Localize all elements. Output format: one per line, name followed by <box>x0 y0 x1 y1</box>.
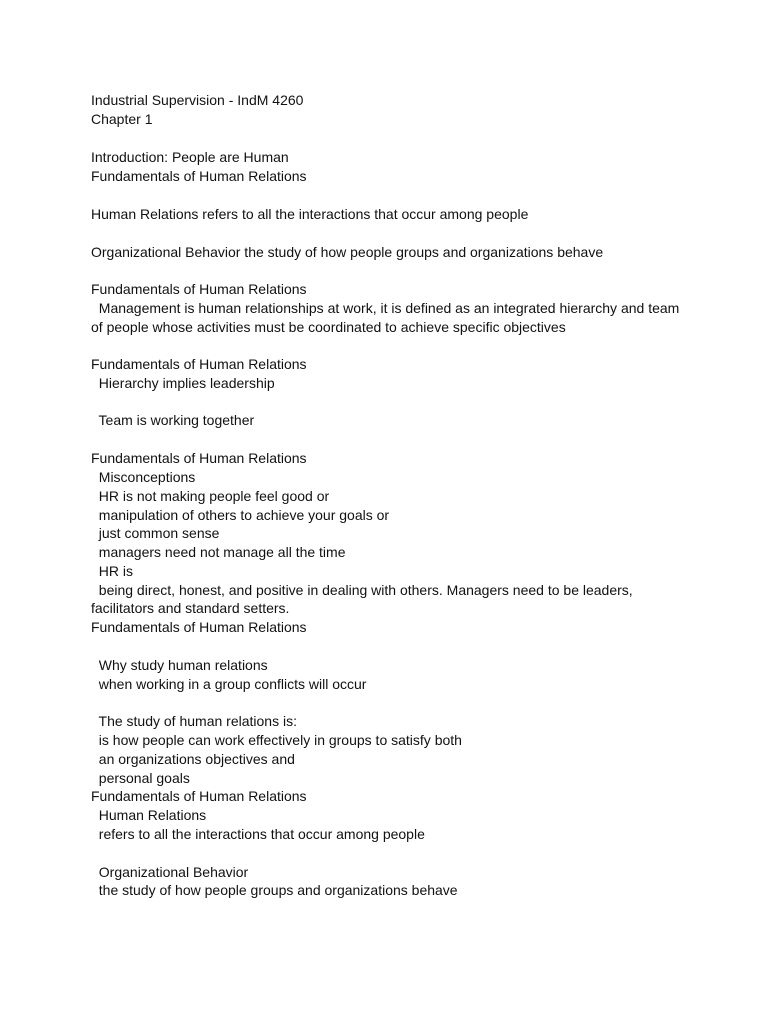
doc-line: Fundamentals of Human Relations <box>91 168 307 184</box>
doc-line: refers to all the interactions that occur among people <box>91 826 425 842</box>
doc-line: an organizations objectives and <box>91 751 295 767</box>
doc-line: the study of how people groups and organizations behave <box>91 882 458 898</box>
doc-line: personal goals <box>91 770 190 786</box>
doc-line: The study of human relations is: <box>91 713 297 729</box>
doc-line: Team is working together <box>91 412 255 428</box>
doc-line: Organizational Behavior <box>91 864 249 880</box>
doc-line: Fundamentals of Human Relations <box>91 281 307 297</box>
doc-line: Fundamentals of Human Relations <box>91 619 307 635</box>
doc-line: when working in a group conflicts will occur <box>91 676 367 692</box>
doc-line: Hierarchy implies leadership <box>91 375 275 391</box>
doc-line: Fundamentals of Human Relations <box>91 788 307 804</box>
doc-line: Organizational Behavior the study of how people groups and organizations behave <box>91 244 604 260</box>
doc-line: Misconceptions <box>91 469 196 485</box>
doc-line: is how people can work effectively in groups to satisfy both <box>91 732 462 748</box>
doc-line: HR is not making people feel good or <box>91 488 330 504</box>
doc-line: Human Relations <box>91 807 207 823</box>
doc-line: HR is <box>91 563 133 579</box>
doc-line: Fundamentals of Human Relations <box>91 356 307 372</box>
doc-line-chapter: Chapter 1 <box>91 111 153 127</box>
doc-line: Human Relations refers to all the interactions that occur among people <box>91 206 529 222</box>
doc-line: Why study human relations <box>91 657 268 673</box>
doc-line: just common sense <box>91 525 220 541</box>
doc-line: Fundamentals of Human Relations <box>91 450 307 466</box>
doc-line: Management is human relationships at work, it is defined as an integrated hierarchy and team <box>91 300 680 316</box>
doc-line: managers need not manage all the time <box>91 544 346 560</box>
doc-line: being direct, honest, and positive in dealing with others. Managers need to be leaders, <box>91 582 633 598</box>
doc-line-course-title: Industrial Supervision - IndM 4260 <box>91 92 304 108</box>
doc-line: Introduction: People are Human <box>91 149 289 165</box>
doc-line: manipulation of others to achieve your goals or <box>91 507 390 523</box>
doc-line: of people whose activities must be coordinated to achieve specific objectives <box>91 319 566 335</box>
doc-line: facilitators and standard setters. <box>91 600 290 616</box>
